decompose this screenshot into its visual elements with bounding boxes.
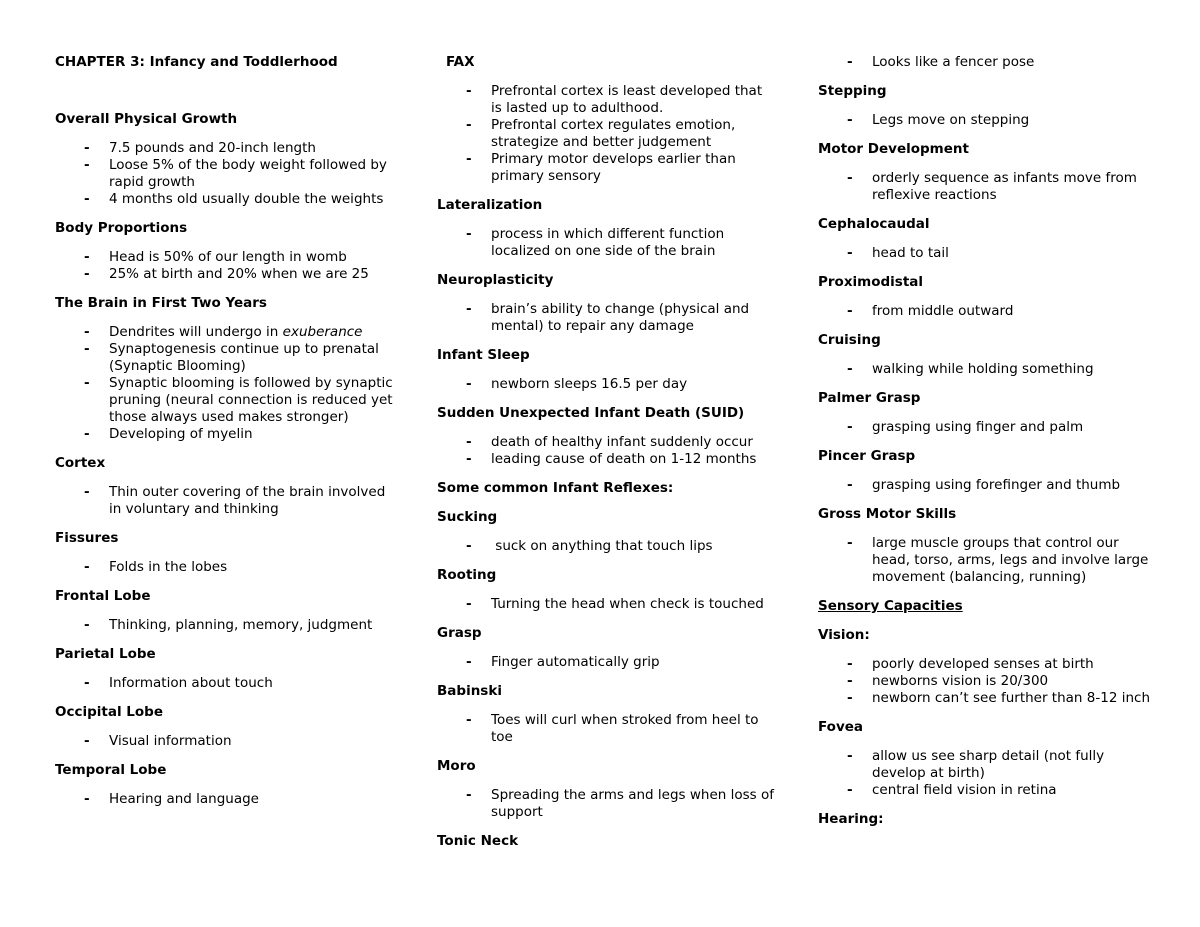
list-item: - Prefrontal cortex is least developed that is lasted up to adulthood. — [437, 83, 777, 117]
list-item: - Developing of myelin — [55, 426, 395, 443]
section-heading: Motor Development — [818, 141, 969, 157]
section-heading: Lateralization — [437, 197, 543, 213]
section-heading: Cephalocaudal — [818, 216, 930, 232]
column-2 — [437, 54, 777, 862]
bullet-list — [55, 733, 395, 750]
section-heading: Rooting — [437, 567, 497, 583]
list-item: - brain’s ability to change (physical and mental) to repair any damage — [437, 301, 777, 335]
list-item: - Information about touch — [55, 675, 395, 692]
section-heading: Hearing: — [818, 811, 884, 827]
list-item: - death of healthy infant suddenly occur — [437, 434, 777, 451]
list-item: - grasping using finger and palm — [818, 419, 1158, 436]
section-heading: Babinski — [437, 683, 502, 699]
section-heading: Grasp — [437, 625, 482, 641]
list-item: - newborn sleeps 16.5 per day — [437, 376, 777, 393]
list-item: - Head is 50% of our length in womb — [55, 249, 395, 266]
list-item: - Looks like a fencer pose — [818, 54, 1158, 71]
list-item: - orderly sequence as infants move from reflexive reactions — [818, 170, 1158, 204]
section-heading: Body Proportions — [55, 220, 188, 236]
bullet-list — [55, 791, 395, 808]
list-item: - newborns vision is 20/300 — [818, 673, 1158, 690]
bullet-list — [437, 596, 777, 613]
bullet-list — [437, 787, 777, 821]
list-item — [55, 324, 395, 341]
section-heading: Fissures — [55, 530, 119, 546]
list-item: - suck on anything that touch lips — [437, 538, 777, 555]
section-heading: Occipital Lobe — [55, 704, 163, 720]
list-item: - Folds in the lobes — [55, 559, 395, 576]
bullet-list — [818, 303, 1158, 320]
bullet-list — [818, 112, 1158, 129]
section-heading: Parietal Lobe — [55, 646, 156, 662]
bullet-list — [55, 559, 395, 576]
list-item: - large muscle groups that control our head, torso, arms, legs and involve large movement (balancing, running) — [818, 535, 1158, 586]
section-heading: Gross Motor Skills — [818, 506, 957, 522]
bullet-list — [437, 434, 777, 468]
section-heading: Fovea — [818, 719, 864, 735]
section-heading: Infant Sleep — [437, 347, 530, 363]
list-item: - Loose 5% of the body weight followed by rapid growth — [55, 157, 395, 191]
list-item: - process in which different function localized on one side of the brain — [437, 226, 777, 260]
bullet-list — [818, 170, 1158, 204]
section-heading: Some common Infant Reflexes: — [437, 480, 674, 496]
emphasized-term: exuberance — [282, 324, 363, 340]
section-heading: Frontal Lobe — [55, 588, 151, 604]
section-heading: Moro — [437, 758, 476, 774]
bullet-list — [818, 656, 1158, 707]
section-heading: Proximodistal — [818, 274, 924, 290]
bullet-list — [437, 83, 777, 185]
list-item: - Synaptic blooming is followed by synaptic pruning (neural connection is reduced yet those always used makes stronger) — [55, 375, 395, 426]
list-item: - 4 months old usually double the weights — [55, 191, 395, 208]
bullet-list — [818, 419, 1158, 436]
section-heading: Stepping — [818, 83, 887, 99]
list-item: - Thinking, planning, memory, judgment — [55, 617, 395, 634]
bullet-list — [55, 324, 395, 443]
list-item: - head to tail — [818, 245, 1158, 262]
bullet-list — [818, 361, 1158, 378]
bullet-list — [818, 245, 1158, 262]
column-3 — [818, 54, 1158, 840]
section-heading: Neuroplasticity — [437, 272, 554, 288]
list-item: - Toes will curl when stroked from heel to toe — [437, 712, 777, 746]
bullet-list — [55, 249, 395, 283]
bullet-list — [55, 140, 395, 208]
section-heading-underlined: Sensory Capacities — [818, 598, 963, 614]
bullet-list — [818, 54, 1158, 71]
bullet-list — [437, 654, 777, 671]
list-item: - grasping using forefinger and thumb — [818, 477, 1158, 494]
section-heading: Temporal Lobe — [55, 762, 167, 778]
section-heading: The Brain in First Two Years — [55, 295, 267, 311]
list-item: - Spreading the arms and legs when loss of support — [437, 787, 777, 821]
list-item: - from middle outward — [818, 303, 1158, 320]
list-item: - Turning the head when check is touched — [437, 596, 777, 613]
list-item: - Synaptogenesis continue up to prenatal (Synaptic Blooming) — [55, 341, 395, 375]
column-1 — [55, 54, 395, 820]
section-heading: Overall Physical Growth — [55, 111, 238, 127]
section-heading: Sudden Unexpected Infant Death (SUID) — [437, 405, 745, 421]
list-item: - allow us see sharp detail (not fully develop at birth) — [818, 748, 1158, 782]
section-heading: Tonic Neck — [437, 833, 519, 849]
list-item: - Thin outer covering of the brain involved in voluntary and thinking — [55, 484, 395, 518]
section-heading: Sucking — [437, 509, 498, 525]
list-item: - poorly developed senses at birth — [818, 656, 1158, 673]
list-item: - Primary motor develops earlier than primary sensory — [437, 151, 777, 185]
section-heading: Cortex — [55, 455, 106, 471]
list-item: - Legs move on stepping — [818, 112, 1158, 129]
list-item: - Prefrontal cortex regulates emotion, strategize and better judgement — [437, 117, 777, 151]
section-heading: Vision: — [818, 627, 870, 643]
bullet-list — [55, 675, 395, 692]
list-item: - 25% at birth and 20% when we are 25 — [55, 266, 395, 283]
list-item: - walking while holding something — [818, 361, 1158, 378]
list-item-text: Dendrites will undergo in — [109, 324, 283, 340]
list-item: - leading cause of death on 1-12 months — [437, 451, 777, 468]
list-item: - Hearing and language — [55, 791, 395, 808]
section-heading: Palmer Grasp — [818, 390, 921, 406]
section-heading: Cruising — [818, 332, 881, 348]
bullet-list — [818, 535, 1158, 586]
bullet-list — [437, 226, 777, 260]
chapter-title: CHAPTER 3: Infancy and Toddlerhood — [55, 54, 338, 70]
section-heading: FAX — [446, 54, 475, 70]
bullet-list — [437, 712, 777, 746]
list-item: - Finger automatically grip — [437, 654, 777, 671]
list-item: - newborn can’t see further than 8-12 inch — [818, 690, 1158, 707]
bullet-list — [818, 748, 1158, 799]
section-heading: Pincer Grasp — [818, 448, 916, 464]
list-item: - 7.5 pounds and 20-inch length — [55, 140, 395, 157]
list-item: - Visual information — [55, 733, 395, 750]
bullet-list — [437, 301, 777, 335]
bullet-list — [437, 376, 777, 393]
bullet-list — [437, 538, 777, 555]
bullet-list — [55, 484, 395, 518]
list-item: - central field vision in retina — [818, 782, 1158, 799]
bullet-list — [818, 477, 1158, 494]
bullet-list — [55, 617, 395, 634]
